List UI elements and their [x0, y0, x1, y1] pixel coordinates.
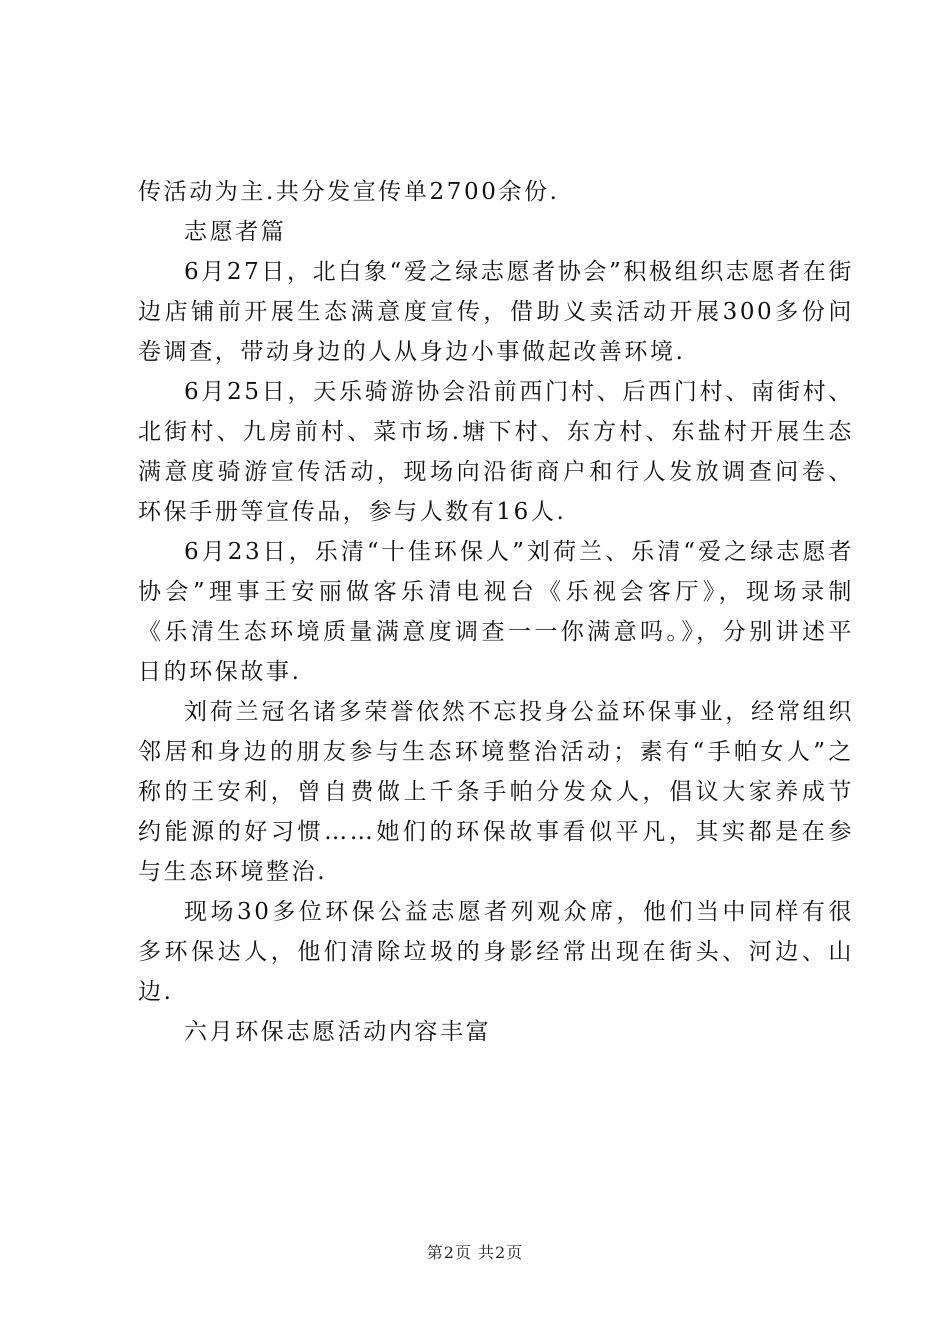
page-footer: [0, 1240, 950, 1263]
page-number-label: 第2页 共2页: [426, 1243, 524, 1262]
paragraph: 6月25日，天乐骑游协会沿前西门村、后西门村、南街村、北街村、九房前村、菜市场.塘下村、东方村、东盐村开展生态满意度骑游宣传活动，现场向沿街商户和行人发放调查问卷、环保手册等宣传品，参与人数有16人.: [138, 379, 854, 525]
paragraph: 6月27日，北白象“爱之绿志愿者协会”积极组织志愿者在街边店铺前开展生态满意度宣传，借助义卖活动开展300多份问卷调查，带动身边的人从身边小事做起改善环境.: [138, 259, 854, 365]
paragraph: 6月23日，乐清“十佳环保人”刘荷兰、乐清“爱之绿志愿者协会”理事王安丽做客乐清电视台《乐视会客厅》，现场录制《乐清生态环境质量满意度调查一一你满意吗。》，分别讲述平日的环保故事.: [138, 539, 854, 685]
document-body: [138, 172, 854, 1052]
paragraph: 现场30多位环保公益志愿者列观众席，他们当中同样有很多环保达人，他们清除垃圾的身影经常出现在街头、河边、山边.: [138, 899, 854, 1005]
section-heading: 六月环保志愿活动内容丰富: [184, 1019, 492, 1045]
paragraph: 刘荷兰冠名诸多荣誉依然不忘投身公益环保事业，经常组织邻居和身边的朋友参与生态环境整治活动；素有“手帕女人”之称的王安利，曾自费做上千条手帕分发众人，倡议大家养成节约能源的好习惯……她们的环保故事看似平凡，其实都是在参与生态环境整治.: [138, 699, 854, 885]
section-heading: 志愿者篇: [184, 219, 287, 245]
paragraph-continuation: 传活动为主.共分发宣传单2700余份.: [138, 179, 560, 205]
